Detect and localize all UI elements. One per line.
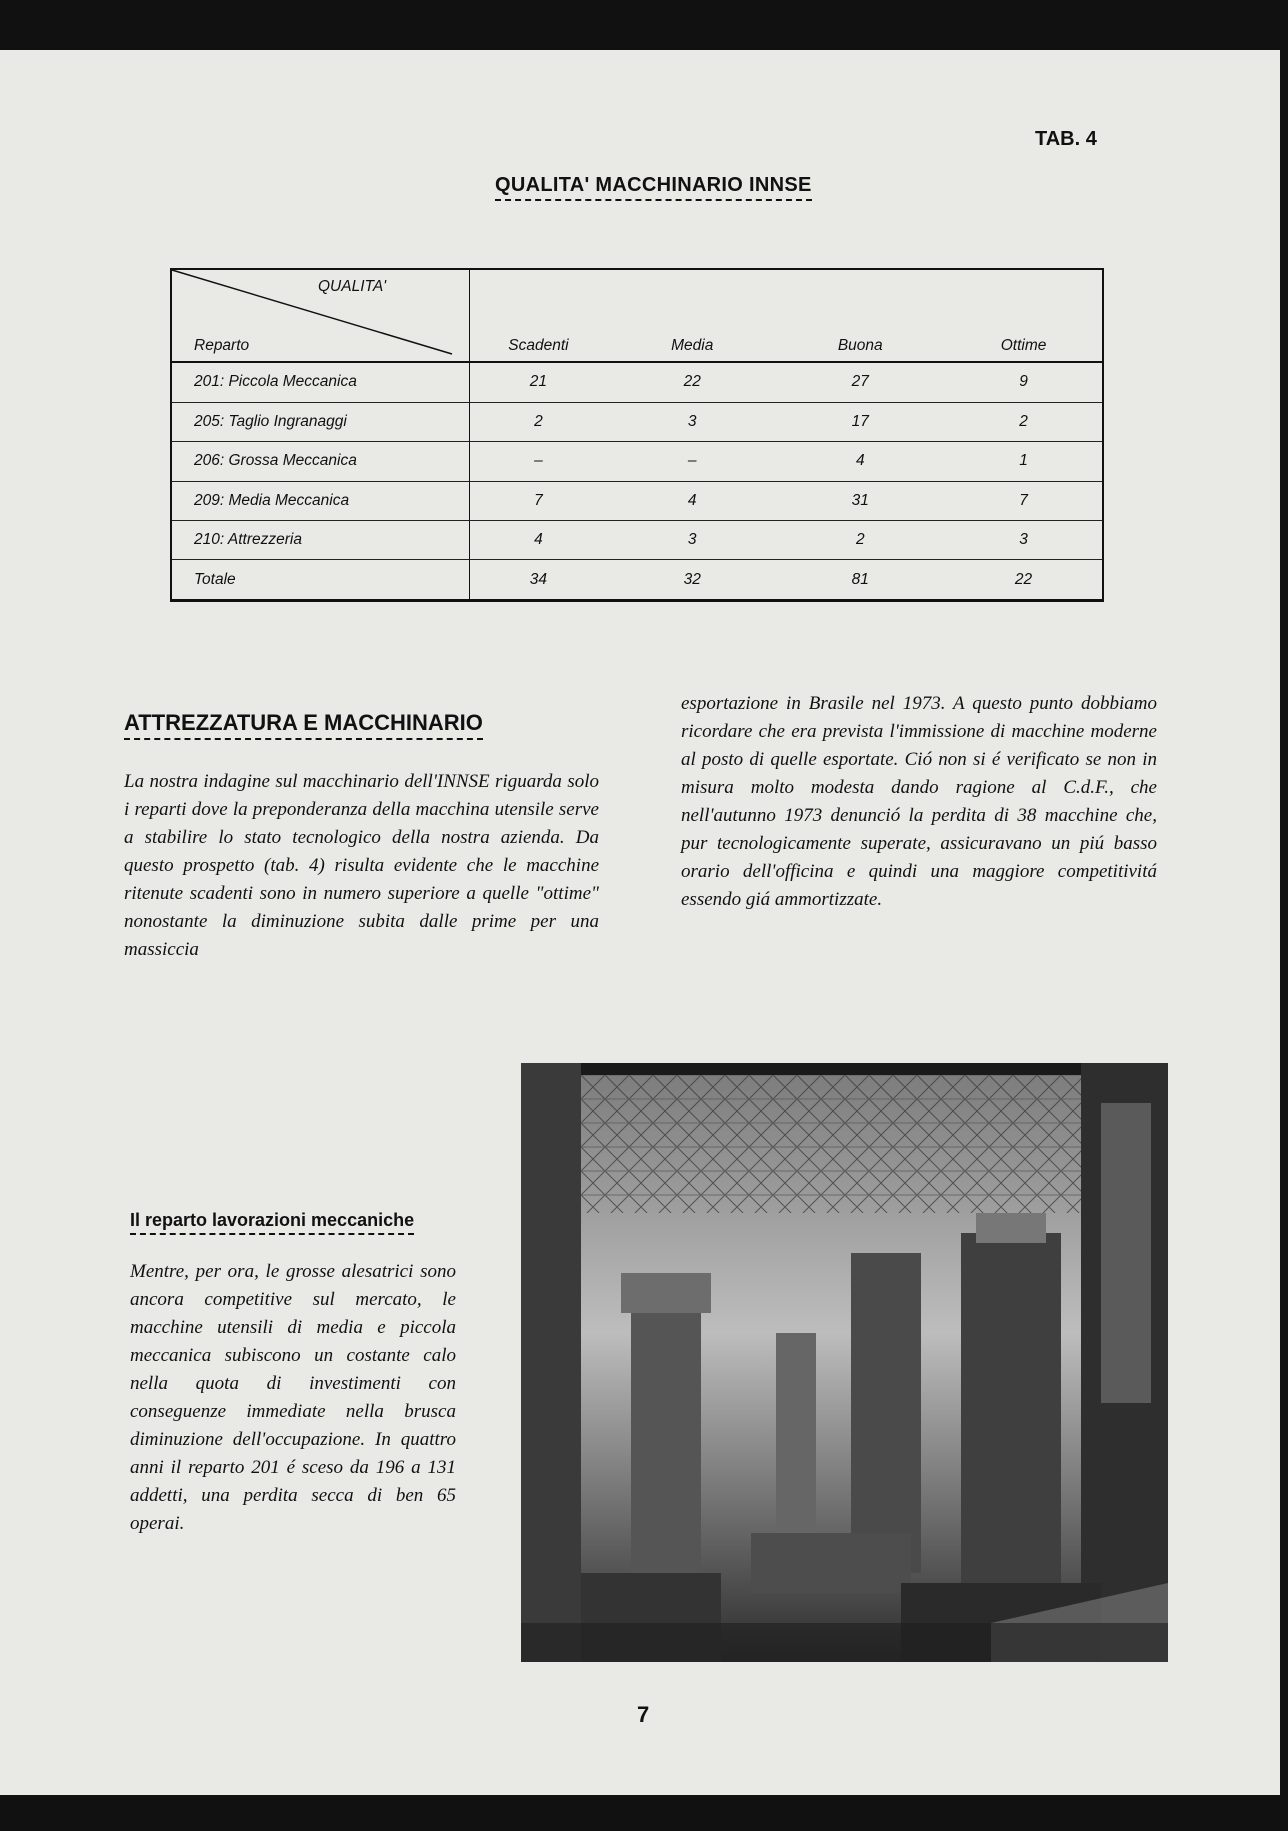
table-cell: 4 (607, 481, 777, 520)
table-cell: 7 (943, 481, 1104, 520)
factory-photo (521, 1063, 1168, 1662)
table-cell: 9 (943, 362, 1104, 402)
table-cell: 3 (607, 521, 777, 560)
table-cell: 4 (777, 442, 943, 481)
table-row (170, 481, 1104, 520)
table-row (170, 442, 1104, 481)
body-paragraph-right: esportazione in Brasile nel 1973. A questo punto dobbiamo ricordare che era prevista l'immissione di macchine moderne al posto di quelle esportate. Ció non si é verificato se non in misura molto modesta dando ragione al C.d.F., che nell'autunno 1973 denunció la perdita di 38 macchine che, pur tecnologicamente superate, assicuravano un piú basso orario dell'officina e quindi una maggiore competitivitá essendo giá ammortizzate. (681, 693, 1157, 910)
table-cell: 81 (777, 560, 943, 601)
row-label: 206: Grossa Meccanica (170, 442, 469, 481)
table-cell: 31 (777, 481, 943, 520)
corner-qualita-label: QUALITA' (318, 278, 387, 295)
table-cell: 17 (777, 402, 943, 441)
column-header: Media (607, 268, 777, 362)
body-paragraph-left: La nostra indagine sul macchinario dell'INNSE riguarda solo i reparti dove la preponderanza della macchina utensile serve a stabilire lo stato tecnologico della nostra azienda. Da questo prospetto (tab. 4) risulta evidente che le macchine ritenute scadenti sono in numero superiore a quelle "ottime" nonostante la diminuzione subita dalle prime per una massiccia (124, 771, 599, 960)
table-cell: 21 (469, 362, 607, 402)
table-row (170, 402, 1104, 441)
corner-reparto-label: Reparto (170, 268, 469, 362)
document-page (0, 50, 1280, 1795)
row-label: 209: Media Meccanica (170, 481, 469, 520)
subsection-paragraph: Mentre, per ora, le grosse alesatrici sono ancora competitive sul mercato, le macchine utensili di media e piccola meccanica subiscono un costante calo nella quota di investimenti con conseguenze immediate nella brusca diminuzione dell'occupazione. In quattro anni il reparto 201 é sceso da 196 a 131 addetti, una perdita secca di ben 65 operai. (130, 1261, 456, 1534)
table-cell: – (469, 442, 607, 481)
column-header: Scadenti (469, 268, 607, 362)
table-cell: 1 (943, 442, 1104, 481)
row-label: 201: Piccola Meccanica (170, 362, 469, 402)
table-cell: – (607, 442, 777, 481)
table-cell: 7 (469, 481, 607, 520)
table-cell: 2 (469, 402, 607, 441)
column-header: Ottime (943, 268, 1104, 362)
table-title: QUALITA' MACCHINARIO INNSE (495, 174, 812, 201)
row-label: 210: Attrezzeria (170, 521, 469, 560)
table-cell: 22 (607, 362, 777, 402)
corner-diagonal-line (170, 268, 460, 358)
table-cell: 4 (469, 521, 607, 560)
table-row (170, 362, 1104, 402)
column-header: Buona (777, 268, 943, 362)
table-cell: 27 (777, 362, 943, 402)
table-cell: 2 (943, 402, 1104, 441)
table-cell: 2 (777, 521, 943, 560)
table-cell: 22 (943, 560, 1104, 601)
table-row (170, 521, 1104, 560)
table-total-row (170, 560, 1104, 601)
table-cell: 3 (943, 521, 1104, 560)
table-cell: 34 (469, 560, 607, 601)
table-cell: 3 (607, 402, 777, 441)
table-cell: 32 (607, 560, 777, 601)
section-heading: ATTREZZATURA E MACCHINARIO (124, 710, 483, 740)
subsection-heading: Il reparto lavorazioni meccaniche (130, 1210, 414, 1235)
page-number: 7 (637, 1702, 650, 1727)
table-number: TAB. 4 (1035, 128, 1097, 150)
row-label: 205: Taglio Ingranaggi (170, 402, 469, 441)
row-label: Totale (170, 560, 469, 601)
